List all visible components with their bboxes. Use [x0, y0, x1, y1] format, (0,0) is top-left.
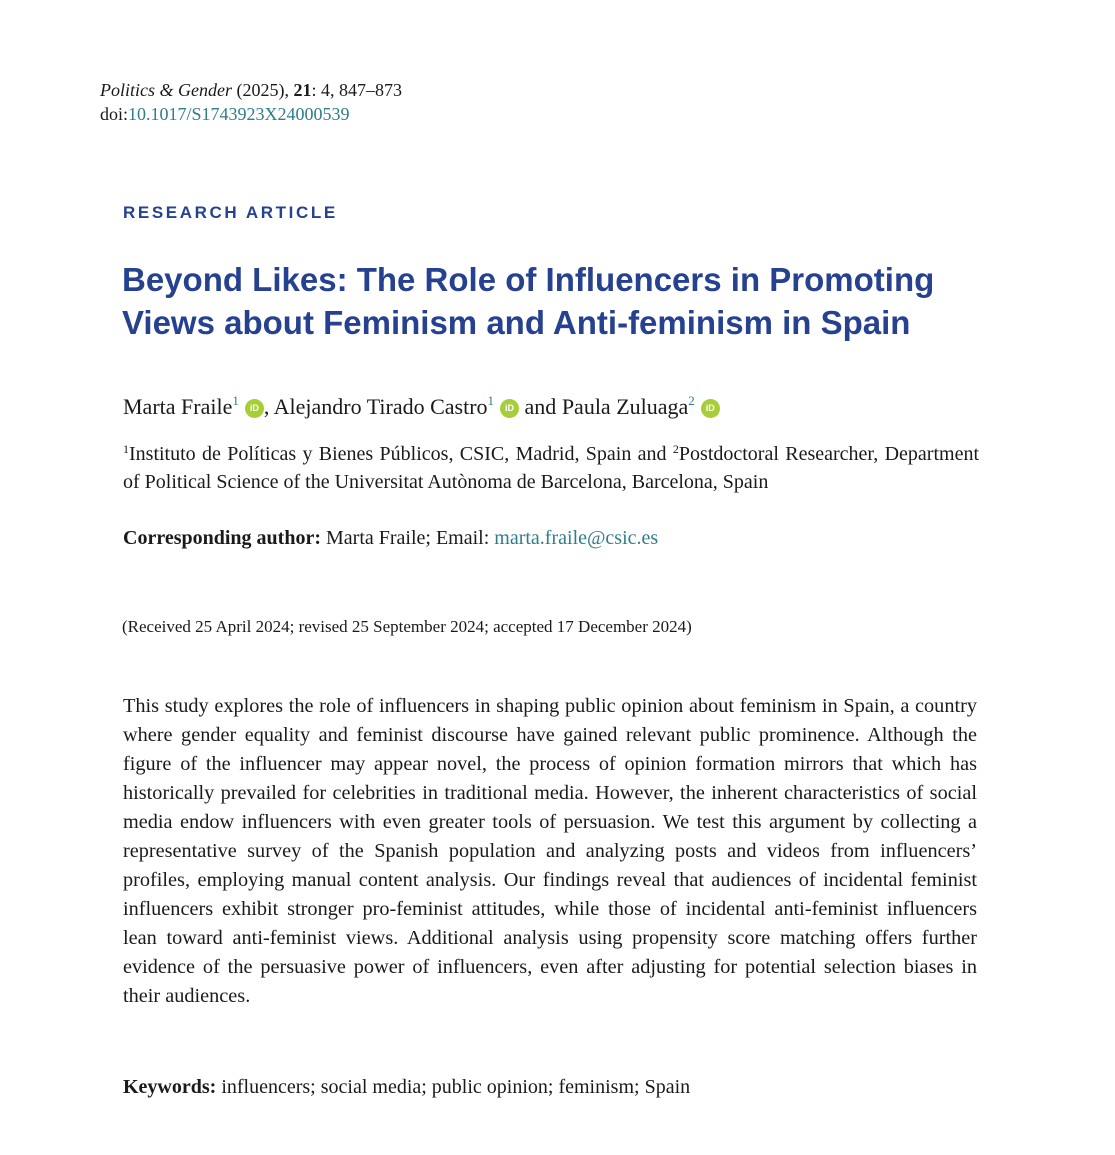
- orcid-icon[interactable]: iD: [701, 399, 720, 418]
- affiliation-marker: 1: [123, 442, 129, 456]
- author-name[interactable]: Paula Zuluaga: [561, 394, 689, 419]
- journal-citation: [100, 78, 402, 126]
- doi-link[interactable]: 10.1017/S1743923X24000539: [128, 104, 350, 124]
- orcid-icon[interactable]: iD: [245, 399, 264, 418]
- affiliation-marker: 2: [672, 442, 679, 456]
- author-list: [123, 392, 726, 422]
- received-dates: (Received 25 April 2024; revised 25 September 2024; accepted 17 December 2024): [122, 617, 692, 636]
- doi-prefix: doi:: [100, 104, 129, 124]
- corresponding-author: [123, 524, 658, 552]
- affiliations: [123, 440, 979, 496]
- article-title: Beyond Likes: The Role of Influencers in Promoting Views about Feminism and Anti-feminism in Spain: [122, 261, 935, 341]
- abstract: This study explores the role of influencers in shaping public opinion about feminism in Spain, a country where gender equality and feminist discourse have gained relevant public prominence. Although the figure of the influencer may appear novel, the process of opinion formation mirrors that which has historically prevailed for celebrities in traditional media. However, the inherent characteristics of social media endow influencers with even greater tools of persuasion. We test this argument by collecting a representative survey of the Spanish population and analyzing posts and videos from influencers’ profiles, employing manual content analysis. Our findings reveal that audiences of incidental feminist influencers exhibit stronger pro-feminist attitudes, while those of incidental anti-feminist influencers lean toward anti-feminist views. Additional analysis using propensity score matching offers further evidence of the persuasive power of influencers, even after adjusting for potential selection biases in their audiences.: [123, 695, 977, 1007]
- affiliation-text: Postdoctoral Researcher, Department of Political Science of the Universitat Autònoma de Barcelona, Barcelona, Spain: [123, 443, 979, 493]
- affiliation-marker: 2: [688, 393, 695, 408]
- author-name[interactable]: Marta Fraile: [123, 394, 233, 419]
- email-link[interactable]: marta.fraile@csic.es: [494, 527, 659, 549]
- corresponding-text: Marta Fraile; Email:: [321, 527, 495, 549]
- journal-year: (2025),: [231, 80, 294, 100]
- author-separator: ,: [263, 394, 274, 419]
- author-name[interactable]: Alejandro Tirado Castro: [273, 394, 488, 419]
- keywords-label: Keywords:: [123, 1076, 217, 1098]
- affiliation-marker: 1: [487, 393, 495, 408]
- affiliation-text: Instituto de Políticas y Bienes Públicos, CSIC, Madrid, Spain and: [129, 443, 673, 465]
- journal-volume: 21: [293, 80, 312, 100]
- corresponding-label: Corresponding author:: [123, 527, 321, 549]
- keywords: [123, 1073, 690, 1101]
- journal-line: [100, 78, 402, 102]
- article-type-label: RESEARCH ARTICLE: [123, 203, 338, 222]
- journal-name: Politics & Gender: [100, 80, 232, 100]
- author-separator: and: [519, 394, 562, 419]
- keywords-text: influencers; social media; public opinion; feminism; Spain: [216, 1076, 691, 1098]
- journal-issue-pages: : 4, 847–873: [311, 80, 402, 100]
- doi-line: [100, 102, 402, 126]
- orcid-icon[interactable]: iD: [500, 399, 519, 418]
- affiliation-marker: 1: [232, 393, 239, 408]
